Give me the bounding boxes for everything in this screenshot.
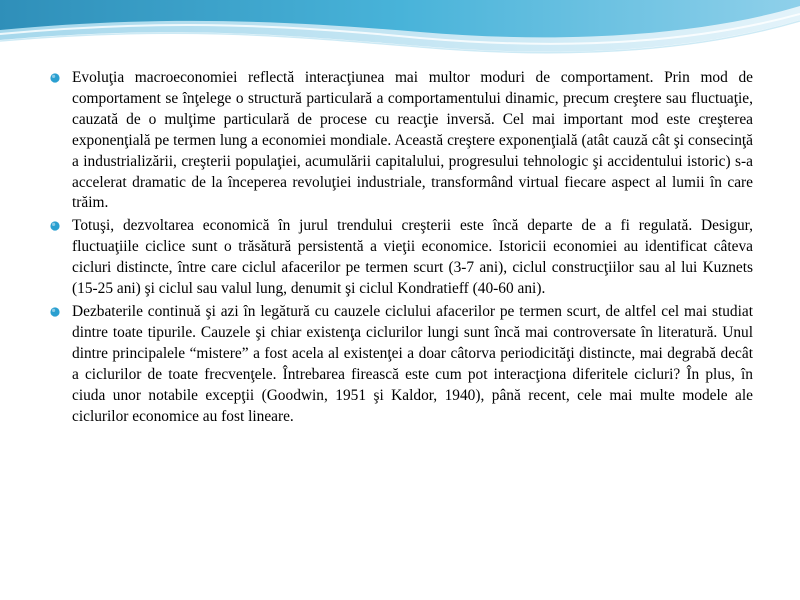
bullet-disc-icon xyxy=(50,307,60,317)
header-wave-decoration xyxy=(0,0,800,62)
bullet-disc-icon xyxy=(50,73,60,83)
bullet-item xyxy=(50,68,753,214)
paragraph-text: Evoluţia macroeconomiei reflectă interacţiunea mai multor moduri de comportament. Prin mod de comportament se înţelege o structură particulară a comportamentului dinamic, precum creştere sau fluctuaţie, cauzată de o mulţime particulară de procese cu reacţie inversă. Cel mai important mod este creşterea exponenţială pe termen lung a economiei mondiale. Această creştere exponenţială (atât cauză cât şi consecinţă a industrializării, creşterii populaţiei, acumulării capitalului, progresului tehnologic şi accidentului istoric) s-a accelerat dramatic de la începerea revoluţiei industriale, transformând virtual fiecare aspect al lumii în care trăim. xyxy=(72,69,753,212)
slide-body xyxy=(50,68,753,429)
bullet-item xyxy=(50,302,753,427)
bullet-disc-icon xyxy=(50,221,60,231)
paragraph-text: Dezbaterile continuă şi azi în legătură cu cauzele ciclului afacerilor pe termen scurt, de altfel cel mai studiat dintre toate tipurile. Cauzele şi chiar existenţa ciclurilor lungi sunt încă mai controversate în literatură. Unul dintre principalele “mistere” a fost acela al existenţei a doar câtorva periodicităţi distincte, mai degrabă decât a ciclurilor de toate frecvenţele. Întrebarea firească este cum pot interacţiona diferitele cicluri? În plus, în ciuda unor notabile excepţii (Goodwin, 1951 şi Kaldor, 1940), până recent, cele mai multe modele ale ciclurilor economice au fost lineare. xyxy=(72,302,753,425)
bullet-item xyxy=(50,216,753,300)
paragraph-text: Totuşi, dezvoltarea economică în jurul trendului creşterii este încă departe de a fi regulată. Desigur, fluctuaţiile ciclice sunt o trăsătură persistentă a vieţii economice. Istoricii economiei au identificat câteva cicluri distincte, între care ciclul afacerilor pe termen scurt (3-7 ani), ciclul construcţiilor sau al lui Kuznets (15-25 ani) şi ciclul sau valul lung, denumit şi ciclul Kondratieff (40-60 ani). xyxy=(72,217,753,298)
